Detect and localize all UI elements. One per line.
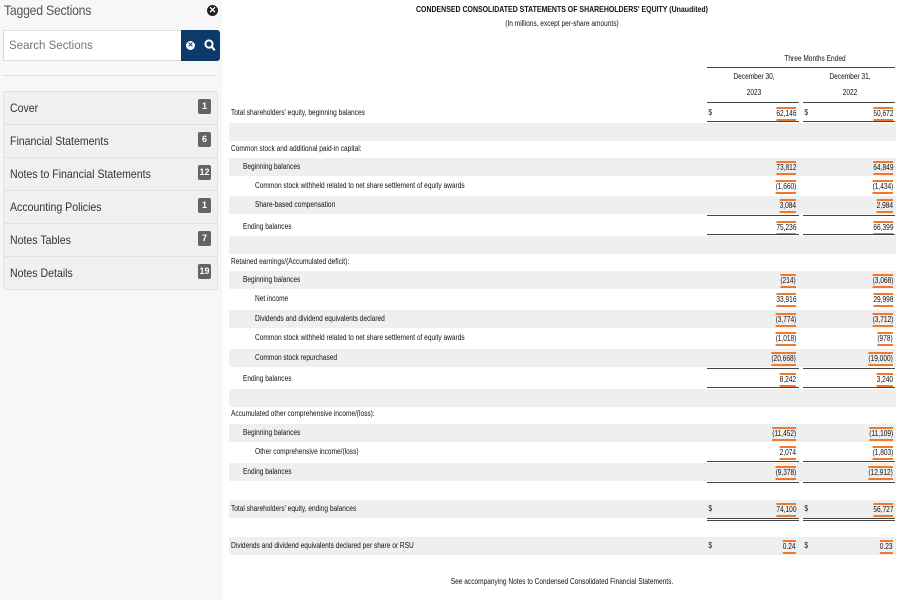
value-col1[interactable]: 75,236 xyxy=(776,221,796,235)
section-label: Cover xyxy=(10,101,39,115)
row-rule xyxy=(803,482,895,483)
value-col2[interactable]: (978) xyxy=(878,332,893,346)
row-rule xyxy=(803,215,895,216)
value-col1[interactable]: 2,074 xyxy=(780,446,796,460)
row-label: Dividends and dividend equivalents declared per share or RSU xyxy=(231,541,414,550)
row-label: Retained earnings/(Accumulated deficit): xyxy=(231,257,350,266)
table-row xyxy=(229,310,896,328)
value-col2[interactable]: (3,712) xyxy=(872,313,893,327)
row-rule xyxy=(707,121,799,122)
header-rule xyxy=(707,67,895,68)
tagged-sections-sidebar xyxy=(0,0,222,600)
table-row xyxy=(229,370,896,388)
section-count-badge: 12 xyxy=(198,165,211,180)
currency-symbol: $ xyxy=(804,108,809,117)
value-col1[interactable]: 33,916 xyxy=(776,293,796,307)
row-rule xyxy=(803,368,895,369)
value-col1[interactable]: (11,452) xyxy=(772,427,796,441)
section-item-notes-details[interactable] xyxy=(4,257,217,289)
sidebar-divider xyxy=(3,75,216,76)
table-row xyxy=(229,158,896,176)
section-label: Financial Statements xyxy=(10,134,109,148)
spacer-row xyxy=(229,236,896,254)
value-col1[interactable]: (1,018) xyxy=(775,332,796,346)
section-label: Notes to Financial Statements xyxy=(10,167,151,181)
row-label: Common stock withheld related to net share settlement of equity awards xyxy=(255,181,465,190)
row-label: Accumulated other comprehensive income/(loss): xyxy=(231,409,375,418)
row-label: Share-based compensation xyxy=(255,200,336,209)
col2-year: 2022 xyxy=(842,88,858,97)
table-row xyxy=(229,329,896,347)
value-col1[interactable]: 0.24 xyxy=(783,540,796,554)
section-count-badge: 1 xyxy=(198,99,211,114)
row-label: Common stock and additional paid-in capital: xyxy=(231,144,362,153)
search-bar xyxy=(3,30,216,61)
col1-date: December 30, xyxy=(733,72,775,81)
row-rule xyxy=(707,368,799,369)
value-col2[interactable]: 3,240 xyxy=(877,373,893,387)
row-rule xyxy=(707,482,799,483)
row-label: Total shareholders' equity, beginning balances xyxy=(231,108,365,117)
section-header-row xyxy=(229,140,896,158)
sidebar-title: Tagged Sections xyxy=(4,2,92,18)
section-header-row xyxy=(229,253,896,271)
clear-search-icon[interactable]: ✕ xyxy=(187,42,194,49)
section-item-notes-tables[interactable] xyxy=(4,224,217,257)
currency-symbol: $ xyxy=(708,504,713,513)
row-rule xyxy=(707,461,799,462)
section-label: Notes Tables xyxy=(10,233,71,247)
row-label: Common stock repurchased xyxy=(255,353,338,362)
table-row xyxy=(229,177,896,195)
value-col1[interactable]: (20,668) xyxy=(772,352,796,366)
section-count-badge: 6 xyxy=(198,132,211,147)
value-col1[interactable]: 74,100 xyxy=(776,503,796,517)
table-row xyxy=(229,271,896,289)
table-row xyxy=(229,424,896,442)
double-rule xyxy=(707,518,799,521)
value-col1[interactable]: 8,242 xyxy=(780,373,796,387)
document-viewer xyxy=(224,0,900,600)
value-col2[interactable]: 56,727 xyxy=(873,503,893,517)
value-col2[interactable]: 66,399 xyxy=(873,221,893,235)
value-col2[interactable]: 50,672 xyxy=(873,107,893,121)
search-input[interactable] xyxy=(3,30,185,61)
row-rule xyxy=(707,234,799,235)
spacer-row xyxy=(229,123,896,141)
section-item-notes-to-financial-statements[interactable] xyxy=(4,158,217,191)
row-rule xyxy=(803,234,895,235)
section-item-accounting-policies[interactable] xyxy=(4,191,217,224)
row-label: Ending balances xyxy=(243,222,292,231)
row-rule xyxy=(803,121,895,122)
row-label: Common stock withheld related to net share settlement of equity awards xyxy=(255,333,465,342)
value-col2[interactable]: 2,984 xyxy=(877,199,893,213)
table-row xyxy=(229,443,896,461)
double-rule xyxy=(803,518,895,521)
section-item-financial-statements[interactable] xyxy=(4,125,217,158)
row-rule xyxy=(707,387,799,388)
section-list xyxy=(3,91,218,290)
statement-subtitle: (In millions, except per-share amounts) xyxy=(505,19,619,28)
value-col2[interactable]: (3,068) xyxy=(872,274,893,288)
col1-header-rule xyxy=(707,102,799,103)
row-label: Ending balances xyxy=(243,374,292,383)
section-label: Notes Details xyxy=(10,266,73,280)
value-col1[interactable]: 62,146 xyxy=(776,107,796,121)
table-row xyxy=(229,349,896,367)
section-item-cover[interactable] xyxy=(4,92,217,125)
table-row xyxy=(229,537,896,555)
value-col2[interactable]: (12,912) xyxy=(869,466,893,480)
value-col1[interactable]: 3,084 xyxy=(780,199,796,213)
value-col2[interactable]: (11,109) xyxy=(869,427,893,441)
col2-header-rule xyxy=(803,102,895,103)
row-label: Other comprehensive income/(loss) xyxy=(255,447,359,456)
section-count-badge: 1 xyxy=(198,198,211,213)
table-row xyxy=(229,104,896,122)
currency-symbol: $ xyxy=(804,504,809,513)
value-col2[interactable]: 64,849 xyxy=(873,161,893,175)
value-col2[interactable]: (19,000) xyxy=(869,352,893,366)
currency-symbol: $ xyxy=(708,108,713,117)
row-label: Beginning balances xyxy=(243,275,301,284)
row-label: Beginning balances xyxy=(243,428,301,437)
table-row xyxy=(229,290,896,308)
value-col2[interactable]: (1,434) xyxy=(872,180,893,194)
table-row xyxy=(229,463,896,481)
row-label: Beginning balances xyxy=(243,162,301,171)
col2-date: December 31, xyxy=(829,72,871,81)
section-label: Accounting Policies xyxy=(10,200,102,214)
value-col2[interactable]: (1,803) xyxy=(872,446,893,460)
row-label: Dividends and dividend equivalents declared xyxy=(255,314,385,323)
section-count-badge: 19 xyxy=(198,264,211,279)
value-col2[interactable]: 0.23 xyxy=(880,540,893,554)
row-rule xyxy=(803,461,895,462)
currency-symbol: $ xyxy=(708,541,713,550)
row-rule xyxy=(707,215,799,216)
search-buttons xyxy=(181,30,220,61)
search-icon[interactable] xyxy=(203,37,217,53)
value-col1[interactable]: 73,812 xyxy=(776,161,796,175)
close-sidebar-icon[interactable]: ✕ xyxy=(208,5,217,15)
footnote: See accompanying Notes to Condensed Consolidated Financial Statements. xyxy=(450,577,674,586)
row-label: Net income xyxy=(255,294,289,303)
row-rule xyxy=(803,387,895,388)
section-count-badge: 7 xyxy=(198,231,211,246)
table-row xyxy=(229,500,896,518)
value-col2[interactable]: 29,998 xyxy=(873,293,893,307)
section-header-row xyxy=(229,405,896,423)
value-col1[interactable]: (214) xyxy=(781,274,796,288)
statement-title: CONDENSED CONSOLIDATED STATEMENTS OF SHAREHOLDERS' EQUITY (Unaudited) xyxy=(416,4,708,14)
currency-symbol: $ xyxy=(804,541,809,550)
table-row xyxy=(229,196,896,214)
period-header: Three Months Ended xyxy=(784,54,846,63)
value-col1[interactable]: (1,660) xyxy=(775,180,796,194)
col1-year: 2023 xyxy=(746,88,762,97)
row-label: Total shareholders' equity, ending balances xyxy=(231,504,357,513)
value-col1[interactable]: (3,774) xyxy=(775,313,796,327)
value-col1[interactable]: (9,378) xyxy=(775,466,796,480)
row-label: Ending balances xyxy=(243,467,292,476)
